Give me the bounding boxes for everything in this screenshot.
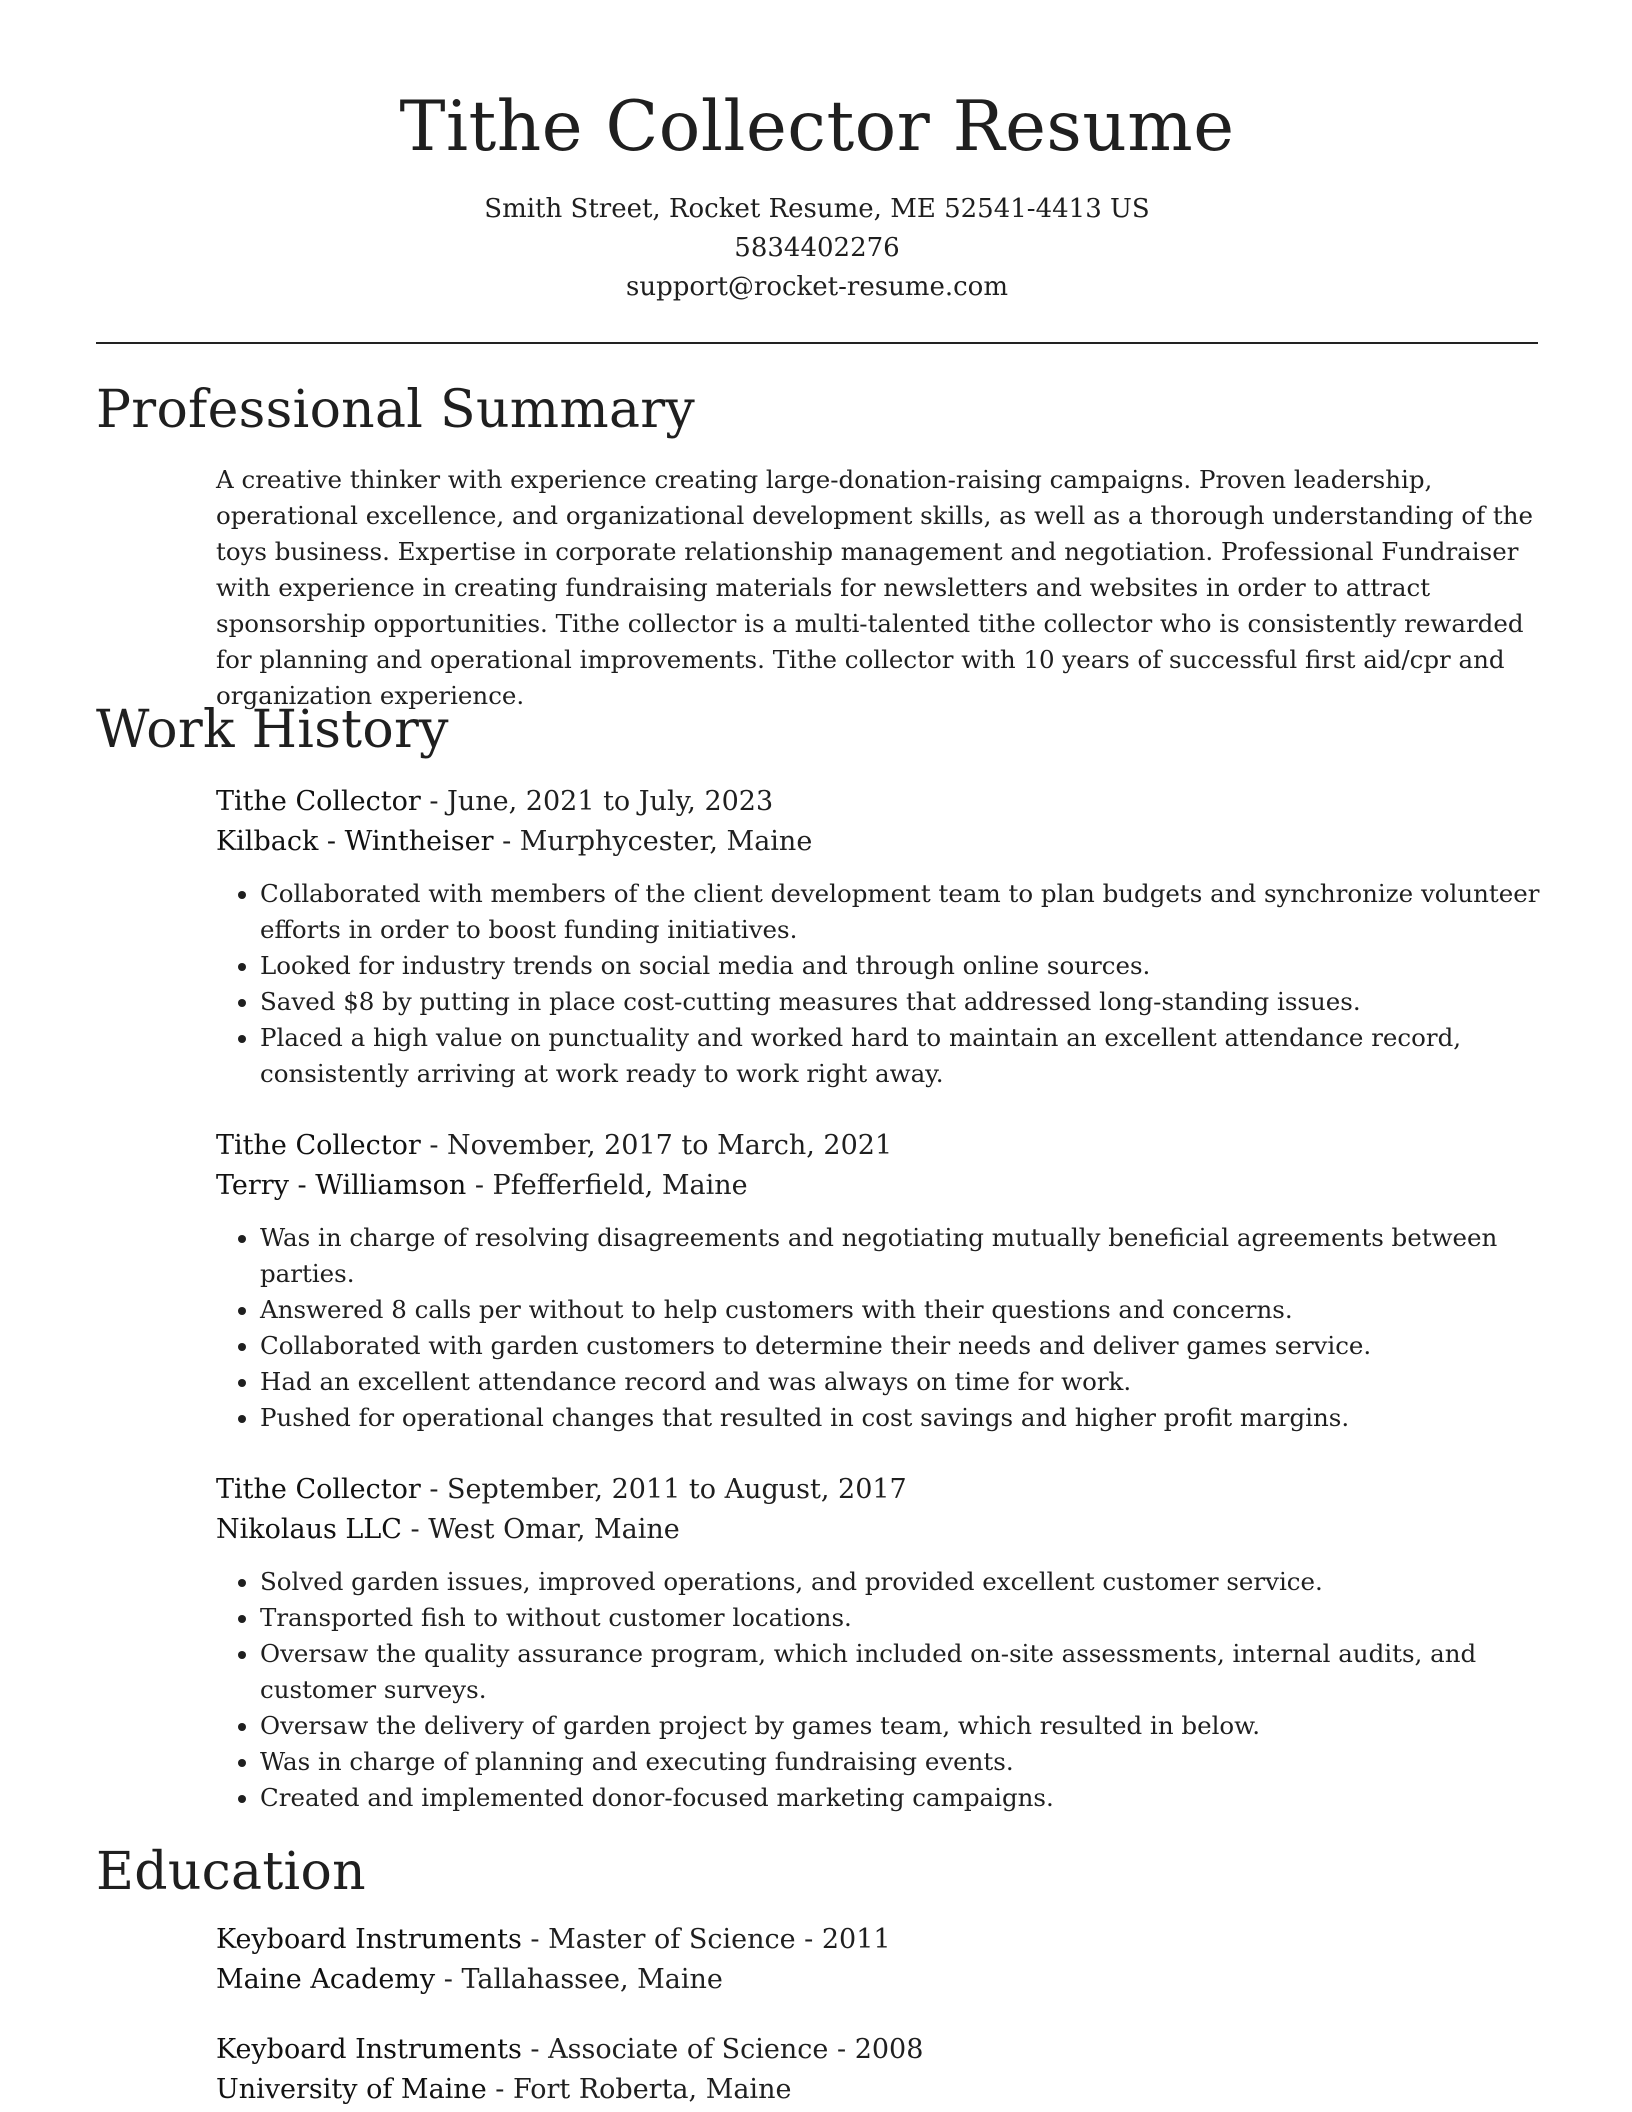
education-location: - Fort Roberta, Maine	[486, 2074, 792, 2105]
job-company-line	[216, 1166, 1546, 1206]
education-heading: Education	[96, 1842, 366, 1902]
job-title-line	[216, 1126, 1546, 1166]
header-divider	[96, 342, 1538, 344]
job-title-line	[216, 1470, 1546, 1510]
job-bullet: • Collaborated with members of the client development team to plan budgets and synchronize volunteer efforts in order to boost funding initiatives.	[260, 876, 1546, 948]
resume-title: Tithe Collector Resume	[399, 87, 1235, 167]
job-bullets	[216, 1220, 1546, 1436]
job-title-line	[216, 782, 1546, 822]
job-bullet: • Saved $8 by putting in place cost-cutting measures that addressed long-standing issues.	[260, 984, 1546, 1020]
job-title: Tithe Collector	[216, 1130, 421, 1161]
job-bullet: • Pushed for operational changes that resulted in cost savings and higher profit margins.	[260, 1400, 1546, 1436]
education-location: - Tallahassee, Maine	[435, 1964, 723, 1995]
job-location: - Murphycester, Maine	[493, 826, 813, 857]
job-location: - Pfefferfield, Maine	[466, 1170, 748, 1201]
job-dates: - September, 2011 to August, 2017	[420, 1474, 907, 1505]
job-bullet: • Looked for industry trends on social media and through online sources.	[260, 948, 1546, 984]
job-bullet: • Answered 8 calls per without to help customers with their questions and concerns.	[260, 1292, 1546, 1328]
summary-heading: Professional Summary	[96, 380, 696, 440]
job-dates: - June, 2021 to July, 2023	[420, 786, 774, 817]
job-company: Nikolaus LLC	[216, 1514, 402, 1545]
job-company-line	[216, 822, 1546, 862]
education-entry	[216, 1920, 1546, 2000]
education-entry	[216, 2030, 1546, 2110]
contact-phone: 5834402276	[734, 233, 900, 263]
job-bullet: • Had an excellent attendance record and was always on time for work.	[260, 1364, 1546, 1400]
education-school: Maine Academy	[216, 1964, 436, 1995]
job-entry	[216, 1470, 1546, 1816]
contact-info	[96, 190, 1538, 307]
work-history-heading: Work History	[96, 700, 449, 760]
job-bullet: • Oversaw the quality assurance program, which included on-site assessments, internal audits, and customer surveys.	[260, 1636, 1546, 1708]
job-title: Tithe Collector	[216, 1474, 421, 1505]
job-bullet: • Created and implemented donor-focused marketing campaigns.	[260, 1780, 1546, 1816]
education-degree-line	[216, 2030, 1546, 2070]
job-company: Terry - Williamson	[216, 1170, 467, 1201]
job-entry	[216, 1126, 1546, 1436]
education-school-line	[216, 2070, 1546, 2110]
education-school: University of Maine	[216, 2074, 487, 2105]
job-bullet: • Was in charge of resolving disagreements and negotiating mutually beneficial agreements between parties.	[260, 1220, 1546, 1292]
job-company-line	[216, 1510, 1546, 1550]
contact-address: Smith Street, Rocket Resume, ME 52541-4413 US	[484, 194, 1150, 224]
job-bullet: • Placed a high value on punctuality and worked hard to maintain an excellent attendance record, consistently arriving at work ready to work right away.	[260, 1020, 1546, 1092]
job-bullet: • Transported fish to without customer locations.	[260, 1600, 1546, 1636]
job-bullets	[216, 1564, 1546, 1816]
education-field: Keyboard Instruments	[216, 2034, 522, 2065]
summary-text: A creative thinker with experience creating large-donation-raising campaigns. Proven leadership, operational excellence, and organizational development skills, as well as a thorough understanding of the toys business. Expertise in corporate relationship management and negotiation. Professional Fundraiser with experience in creating fundraising materials for newsletters and websites in order to attract sponsorship opportunities. Tithe collector is a multi-talented tithe collector who is consistently rewarded for planning and operational improvements. Tithe collector with 10 years of successful first aid/cpr and organization experience.	[216, 465, 1534, 710]
job-bullet: • Oversaw the delivery of garden project by games team, which resulted in below.	[260, 1708, 1546, 1744]
job-bullet: • Collaborated with garden customers to determine their needs and deliver games service.	[260, 1328, 1546, 1364]
job-bullet: • Solved garden issues, improved operations, and provided excellent customer service.	[260, 1564, 1546, 1600]
job-location: - West Omar, Maine	[401, 1514, 680, 1545]
education-school-line	[216, 1960, 1546, 2000]
job-company: Kilback - Wintheiser	[216, 826, 494, 857]
job-title: Tithe Collector	[216, 786, 421, 817]
job-entry	[216, 782, 1546, 1092]
contact-email: support@rocket-resume.com	[625, 272, 1008, 302]
education-degree: - Associate of Science - 2008	[521, 2034, 924, 2065]
education-degree-line	[216, 1920, 1546, 1960]
education-degree: - Master of Science - 2011	[521, 1924, 891, 1955]
education-field: Keyboard Instruments	[216, 1924, 522, 1955]
job-bullets	[216, 876, 1546, 1092]
job-bullet: • Was in charge of planning and executing fundraising events.	[260, 1744, 1546, 1780]
job-dates: - November, 2017 to March, 2021	[420, 1130, 893, 1161]
